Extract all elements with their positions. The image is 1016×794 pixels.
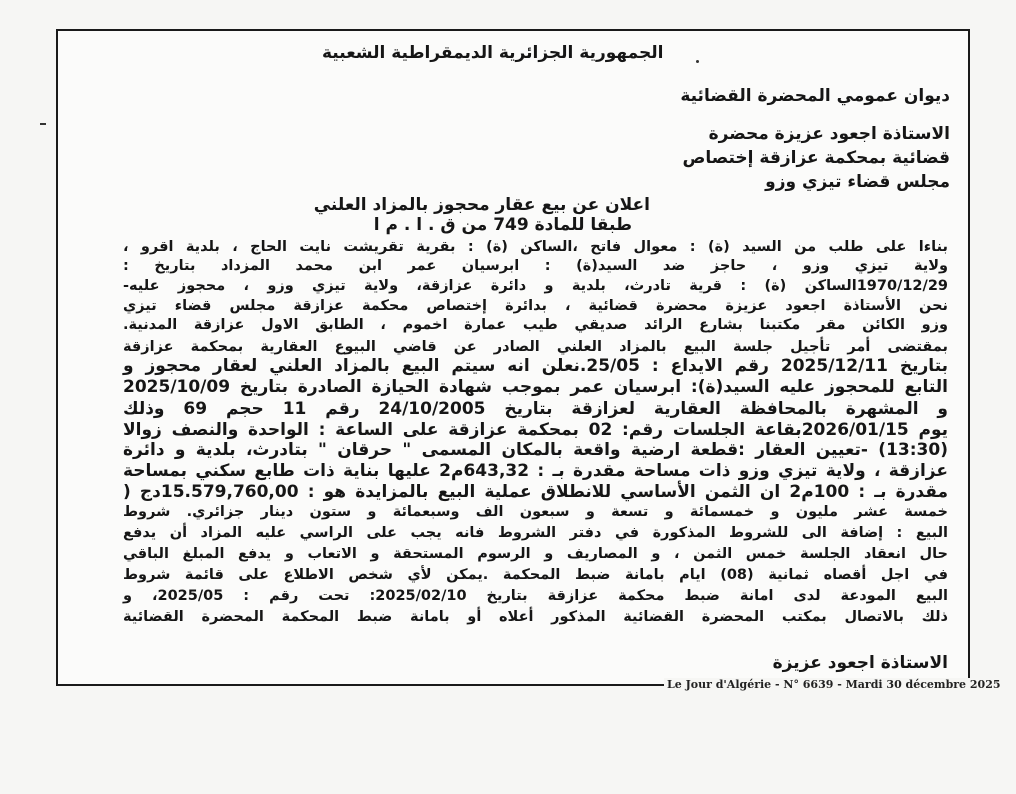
body-line: ذلك بالاتصال بمكتب المحضرة القضائية المذكور أعلاه أو بامانة ضبط المحكمة المحضرة القضائية (123, 609, 948, 625)
body-line: بناءا على طلب من السيد (ة) : معوال فاتح ،الساكن (ة) : بقرية تقريشت نايت الحاج ، بلدية اقرو ، (123, 239, 948, 255)
scan-mark (696, 60, 699, 63)
office-heading: ديوان عمومي المحضرة القضائية (680, 86, 950, 106)
body-line: البيع المودعة لدى امانة ضبط محكمة عزازقة بتاريخ 2025/02/10: تحت رقم : 2025/05، و (123, 588, 949, 604)
body-line: ولاية تيزي وزو ، حاجز ضد السيد(ة) : ابرسيان عمر ابن محمد المزداد بتاريخ : (123, 258, 948, 274)
bailiff-line-2: قضائية بمحكمة عزازقة إختصاص (682, 148, 950, 168)
body-line: التابع للمحجوز عليه السيد(ة): ابرسيان عمر بموجب شهادة الحيازة الصادرة بتاريخ 2025/10/09 (123, 377, 948, 397)
body-line: بمقتضى أمر تأجيل جلسة البيع بالمزاد العلني الصادر عن قاضي البيوع العقارية بمحكمة عزازقة (123, 339, 948, 355)
notice-title: اعلان عن بيع عقار محجوز بالمزاد العلني (313, 195, 650, 215)
body-line: و المشهرة بالمحافظة العقارية لعزازقة بتاريخ 24/10/2005 رقم 11 حجم 69 وذلك (123, 399, 948, 419)
body-line: بتاريخ 2025/12/11 رقم الايداع : 25/05.نعلن انه سيتم البيع بالمزاد العلني لعقار محجوز و (123, 356, 949, 376)
body-line: عزازقة ، ولاية تيزي وزو ذات مساحة مقدرة بـ : 643,32م2 عليها بناية ذات طابع سكني بمساحة (123, 461, 948, 481)
body-line: يوم 2026/01/15بقاعة الجلسات رقم: 02 بمحكمة عزازقة على الساعة : الواحدة والنصف زوالا (123, 420, 949, 440)
body-line: في اجل أقصاه ثمانية (08) ايام بامانة ضبط المحكمة .يمكن لأي شخص الاطلاع على قائمة شروط (123, 567, 949, 583)
scan-mark (40, 123, 46, 125)
body-line: وزو الكائن مقر مكتبنا بشارع الرائد صديقي طيب عمارة اخموم ، الطابق الاول عزازقة المدنية. (123, 317, 948, 333)
body-line: مقدرة بـ : 100م2 ان الثمن الأساسي للانطلاق عملية البيع بالمزايدة هو : 15.579,760,00دج ( (123, 482, 948, 502)
republic-heading: الجمهورية الجزائرية الديمقراطية الشعبية (322, 43, 664, 63)
signature-line: الاستاذة اجعود عزيزة (772, 653, 948, 673)
body-line: 1970/12/29الساكن (ة) : قرية تادرث، بلدية و دائرة عزازقة، ولاية تيزي وزو ، محجوز عليه- (123, 278, 948, 294)
bailiff-line-1: الاستاذة اجعود عزيزة محضرة (708, 124, 950, 144)
body-line: (13:30) -تعيين العقار :قطعة ارضية واقعة بالمكان المسمى " حرقان " بتادرث، بلدية و دائرة (123, 440, 948, 460)
newspaper-footer: Le Jour d'Algérie - N° 6639 - Mardi 30 décembre 2025 (664, 678, 1004, 691)
body-line: نحن الأستاذة اجعود عزيزة محضرة قضائية ، بدائرة إختصاص محكمة عزازقة مجلس قضاء تيزي (123, 298, 948, 314)
body-line: حال انعقاد الجلسة خمس الثمن ، و المصاريف و الرسوم المستحقة و الاتعاب و يدفع المبلغ الباقي (123, 546, 948, 562)
notice-legal-basis: طبقا للمادة 749 من ق . ا . م ا (373, 215, 632, 235)
body-line: البيع : إضافة الى للشروط المذكورة في دفتر الشروط فانه يجب على الراسي عليه المزاد أن يدفع (123, 525, 948, 541)
body-line: خمسة عشر مليون و خمسمائة و تسعة و سبعون الف وسبعمائة و ستون دينار جزائري. شروط (123, 504, 948, 520)
bailiff-line-3: مجلس قضاء تيزي وزو (765, 172, 950, 192)
